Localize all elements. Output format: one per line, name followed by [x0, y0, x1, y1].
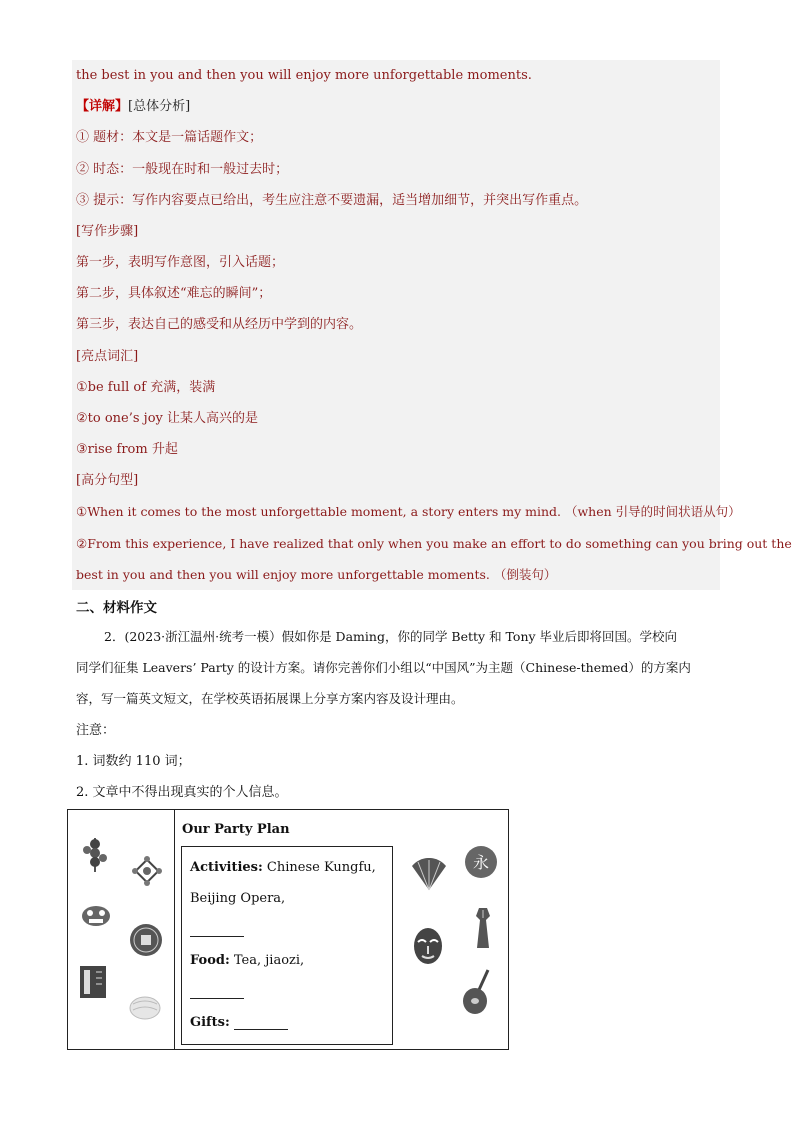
step-3: 第三步，表达自己的感受和从经历中学到的内容。	[76, 317, 363, 332]
table-divider	[174, 810, 175, 1049]
steps-label: [写作步骤]	[76, 224, 139, 239]
folding-fan-icon	[410, 858, 448, 892]
lion-dance-icon	[80, 902, 112, 928]
detail-heading	[76, 98, 190, 116]
blank-line[interactable]	[190, 986, 244, 999]
food-line	[190, 953, 304, 968]
dragon-beard-candy-icon	[128, 994, 162, 1022]
question-line-3: 容，写一篇英文短文，在学校英语拓展课上分享方案内容及设计理由。	[76, 691, 464, 706]
intro-line: the best in you and then you will enjoy more unforgettable moments.	[76, 68, 532, 83]
qipao-icon	[470, 906, 496, 950]
question-line-1: 2．(2023·浙江温州·统考一模）假如你是 Daming，你的同学 Betty 和 Tony 毕业后即将回国。学校向	[104, 629, 678, 644]
opera-mask-icon	[412, 926, 444, 966]
question-line-2: 同学们征集 Leavers’ Party 的设计方案。请你完善你们小组以“中国风”为主题（Chinese-themed）的方案内	[76, 660, 691, 675]
food-blank	[190, 984, 244, 999]
plan-title: Our Party Plan	[182, 822, 290, 837]
activities-label: Activities:	[190, 860, 263, 875]
section-title: 二、材料作文	[76, 600, 157, 616]
gifts-label: Gifts:	[190, 1015, 230, 1030]
overall-label: [总体分析]	[128, 99, 191, 114]
calligraphy-icon	[464, 845, 498, 879]
point-3: ③ 提示：写作内容要点已给出，考生应注意不要遗漏，适当增加细节，并突出写作重点。	[76, 193, 588, 208]
vocab-label: [亮点词汇]	[76, 349, 139, 364]
pipa-icon	[460, 968, 496, 1016]
activities-blank	[190, 922, 244, 937]
vocab-3: ③rise from 升起	[76, 442, 178, 457]
detail-tag: 【详解】	[76, 99, 129, 114]
blank-line[interactable]	[190, 924, 244, 937]
activities-value: Chinese Kungfu,	[262, 860, 376, 875]
chinese-knot-icon	[130, 854, 164, 888]
point-1: ① 题材：本文是一篇话题作文；	[76, 130, 263, 145]
step-1: 第一步，表明写作意图，引入话题；	[76, 255, 285, 270]
food-label: Food:	[190, 953, 230, 968]
sentence-2: ②From this experience, I have realized that only when you make an effort to do something can you bring out the	[76, 536, 792, 551]
note-1: 1. 词数约 110 词；	[76, 754, 191, 769]
vocab-2: ②to one’s joy 让某人高兴的是	[76, 411, 259, 426]
step-2: 第二步，具体叙述“难忘的瞬间”；	[76, 286, 272, 301]
blank-line[interactable]	[234, 1017, 288, 1030]
sentence-1: ①When it comes to the most unforgettable moment, a story enters my mind. （when 引导的时间状语从句）	[76, 504, 741, 519]
food-value: Tea, jiaozi,	[229, 953, 305, 968]
sentences-label: [高分句型]	[76, 473, 139, 488]
activities-line	[190, 860, 376, 875]
seal-coin-icon	[128, 922, 164, 958]
notes-label: 注意：	[76, 723, 116, 738]
book-icon	[78, 964, 108, 1000]
svg-text:永: 永	[472, 853, 490, 872]
vocab-1: ①be full of 充满，装满	[76, 380, 216, 395]
sentence-2-cont: best in you and then you will enjoy more unforgettable moments. （倒装句）	[76, 567, 557, 582]
activities-line-2: Beijing Opera,	[190, 891, 286, 906]
gifts-line	[190, 1015, 288, 1030]
tanghulu-icon	[80, 836, 110, 874]
note-2: 2. 文章中不得出现真实的个人信息。	[76, 785, 288, 800]
point-2: ② 时态：一般现在时和一般过去时；	[76, 162, 289, 177]
